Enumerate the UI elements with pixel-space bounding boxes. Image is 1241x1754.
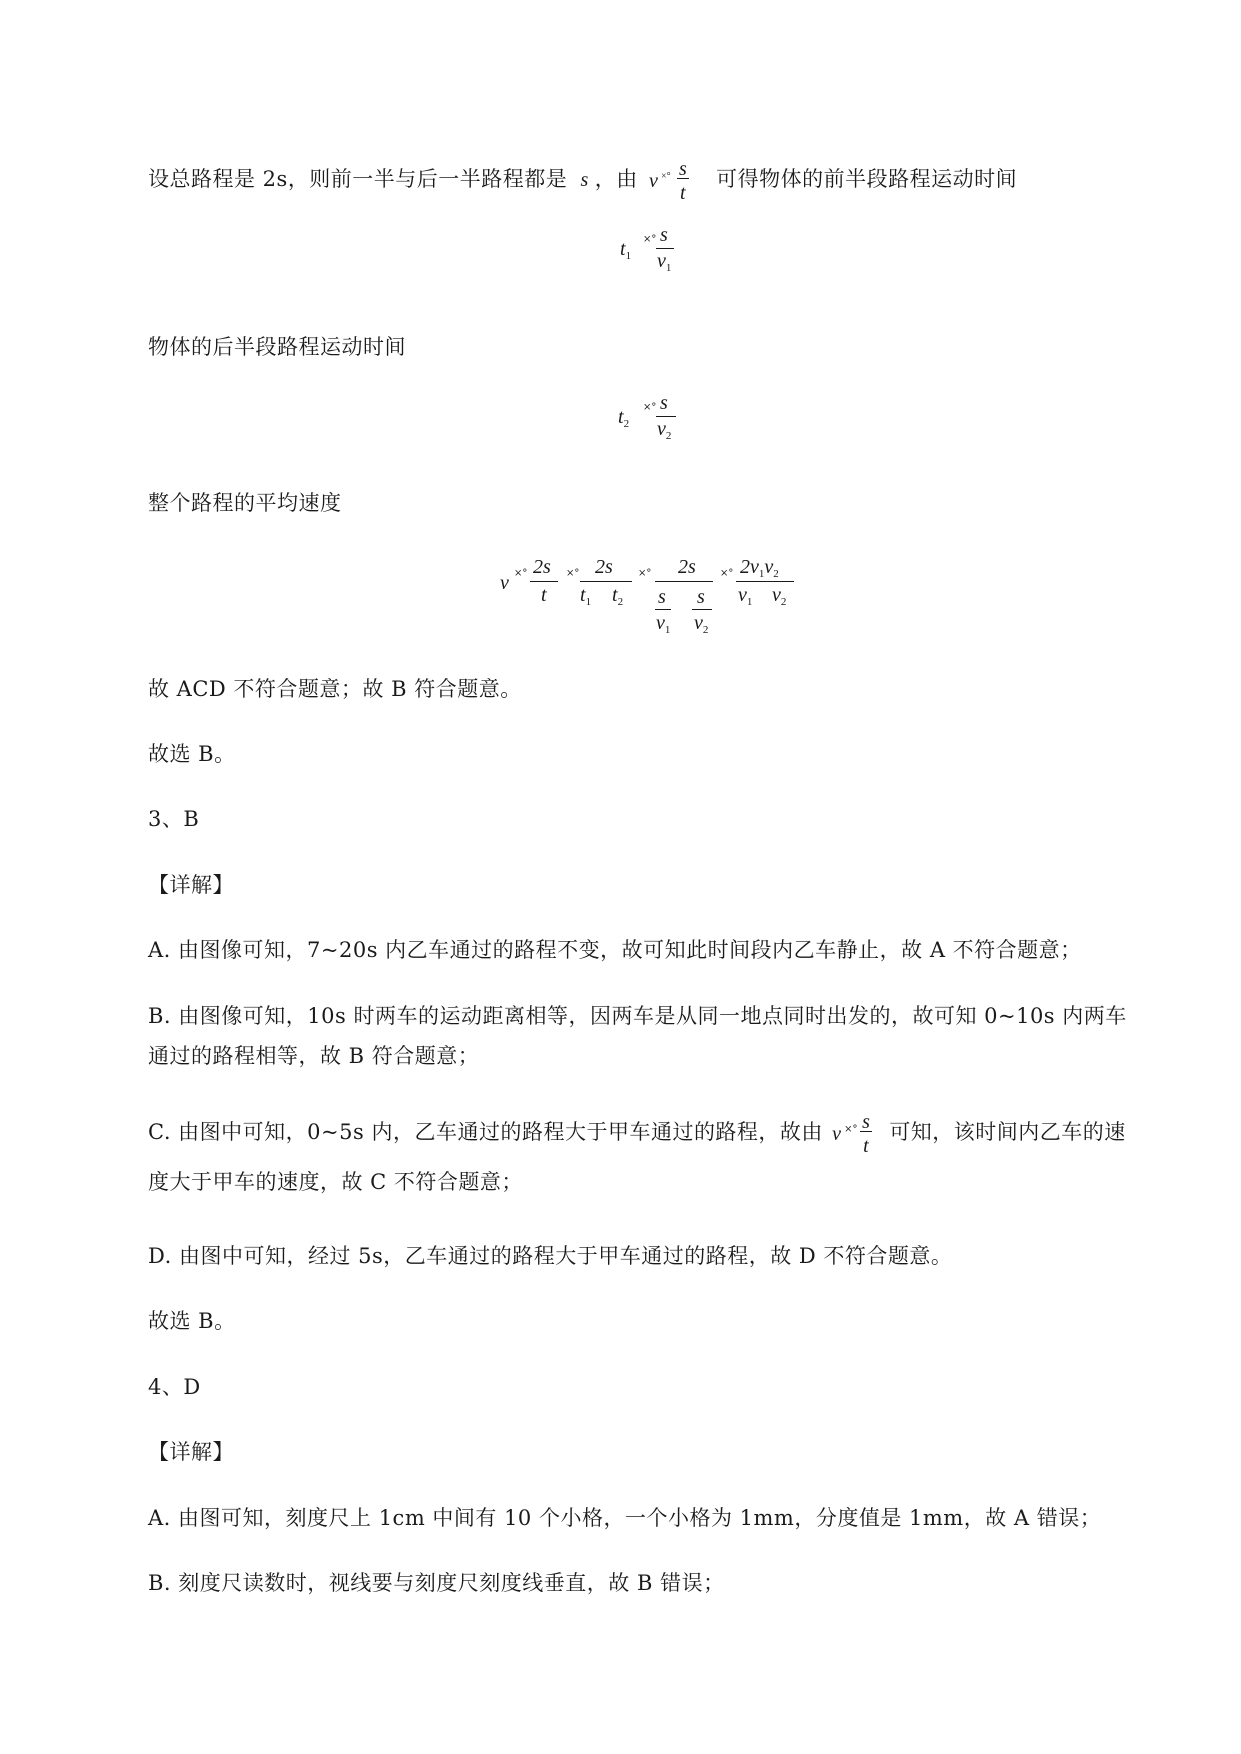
- answer-heading: 3、B: [148, 807, 200, 831]
- text-segment: 可知，该时间内乙车的速: [889, 1120, 1126, 1144]
- paragraph-line: [148, 1111, 1126, 1157]
- paragraph-line: A. 由图像可知，7~20s 内乙车通过的路程不变，故可知此时间段内乙车静止，故 A 不符合题意；: [148, 938, 1082, 962]
- paragraph-line: 故选 B。: [148, 742, 236, 766]
- paragraph-line: B. 刻度尺读数时，视线要与刻度尺刻度线垂直，故 B 错误；: [148, 1571, 725, 1595]
- text-segment: 设总路程是 2s，则前一半与后一半路程都是: [148, 167, 568, 191]
- formula-v-s-over-t: v ×° s t: [832, 1111, 871, 1157]
- paragraph-line: B. 由图像可知，10s 时两车的运动距离相等，因两车是从同一地点同时出发的，故可知 0~10s 内两车: [148, 1004, 1127, 1028]
- text-segment: 可得物体的前半段路程运动时间: [716, 167, 1018, 191]
- paragraph-line: A. 由图可知，刻度尺上 1cm 中间有 10 个小格，一个小格为 1mm，分度值是 1mm，故 A 错误；: [148, 1506, 1102, 1530]
- detail-heading: 【详解】: [148, 1440, 234, 1464]
- paragraph-line: 度大于甲车的速度，故 C 不符合题意；: [148, 1170, 523, 1194]
- paragraph-line: 故选 B。: [148, 1309, 236, 1333]
- equation-average-speed: v ×° 2s t ×° 2s $t_1$ $t_2$ ×° 2s s $v_1$ s $v_2$ ×° $2v_1v_2$ $v_1$ $v_2$: [0, 552, 1241, 642]
- math-s: s: [580, 169, 589, 191]
- paragraph-line: 整个路程的平均速度: [148, 491, 342, 515]
- text-segment: ，由: [594, 167, 638, 191]
- answer-heading: 4、D: [148, 1375, 201, 1399]
- equation-t1: $t_1$ ×° s $v_1$: [0, 224, 1241, 284]
- paragraph-line: 故 ACD 不符合题意；故 B 符合题意。: [148, 677, 522, 701]
- paragraph-line: 物体的后半段路程运动时间: [148, 335, 406, 359]
- formula-v-s-over-t: v ×° s t: [648, 158, 688, 204]
- paragraph-line: D. 由图中可知，经过 5s，乙车通过的路程大于甲车通过的路程，故 D 不符合题意。: [148, 1244, 953, 1268]
- paragraph-line: [148, 158, 1018, 204]
- text-segment: C. 由图中可知，0~5s 内，乙车通过的路程大于甲车通过的路程，故由: [148, 1120, 823, 1144]
- detail-heading: 【详解】: [148, 873, 234, 897]
- paragraph-line: 通过的路程相等，故 B 符合题意；: [148, 1044, 480, 1068]
- equation-t2: $t_2$ ×° s $v_2$: [0, 392, 1241, 452]
